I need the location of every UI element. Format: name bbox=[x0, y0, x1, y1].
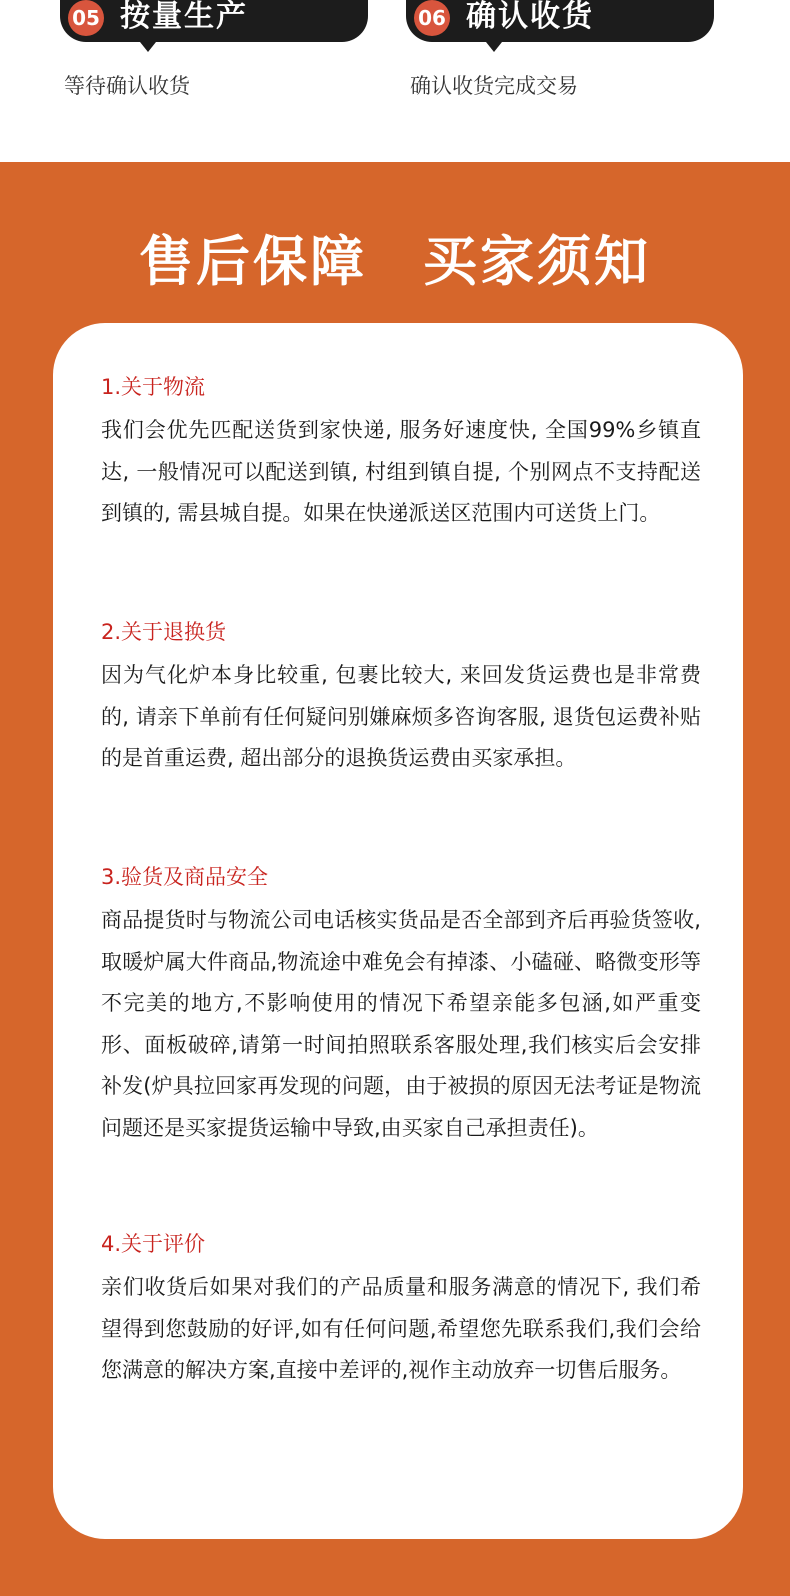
notice-section-reviews bbox=[101, 1230, 701, 1392]
notice-title: 2.关于退换货 bbox=[101, 620, 227, 644]
step-description: 确认收货完成交易 bbox=[410, 74, 578, 98]
notice-body: 因为气化炉本身比较重, 包裹比较大, 来回发货运费也是非常费的, 请亲下单前有任何疑问别嫌麻烦多咨询客服, 退货包运费补贴的是首重运费, 超出部分的退换货运费由买家承担。 bbox=[101, 663, 701, 770]
pointer-arrow-icon bbox=[140, 42, 156, 52]
notice-body: 商品提货时与物流公司电话核实货品是否全部到齐后再验货签收,取暖炉属大件商品,物流途中难免会有掉漆、小磕碰、略微变形等不完美的地方,不影响使用的情况下希望亲能多包涵,如严重变形、面板破碎,请第一时间拍照联系客服处理,我们核实后会安排补发(炉具拉回家再发现的问题，由于被损的原因无法考证是物流问题还是买家提货运输中导致,由买家自己承担责任)。 bbox=[101, 908, 701, 1140]
notice-title: 3.验货及商品安全 bbox=[101, 865, 269, 889]
step-05-badge bbox=[60, 0, 368, 42]
section-heading bbox=[0, 230, 790, 294]
notice-body: 亲们收货后如果对我们的产品质量和服务满意的情况下, 我们希望得到您鼓励的好评,如有任何问题,希望您先联系我们,我们会给您满意的解决方案,直接中差评的,视作主动放弃一切售后服务。 bbox=[101, 1275, 701, 1382]
step-description: 等待确认收货 bbox=[64, 74, 190, 98]
notice-card bbox=[53, 323, 743, 1539]
notice-body: 我们会优先匹配送货到家快递, 服务好速度快, 全国99%乡镇直达, 一般情况可以配送到镇, 村组到镇自提, 个别网点不支持配送到镇的, 需县城自提。如果在快递派送区范围内可送货上门。 bbox=[101, 418, 701, 525]
notice-section-returns bbox=[101, 618, 701, 780]
notice-title: 4.关于评价 bbox=[101, 1232, 206, 1256]
heading-after-sales: 售后保障 bbox=[139, 230, 367, 293]
step-title: 确认收货 bbox=[466, 0, 594, 34]
pointer-arrow-icon bbox=[486, 42, 502, 52]
step-06-badge bbox=[406, 0, 714, 42]
notice-section-inspection bbox=[101, 863, 701, 1149]
heading-buyer-notice: 买家须知 bbox=[423, 230, 651, 293]
notice-title: 1.关于物流 bbox=[101, 375, 206, 399]
step-title: 按量生产 bbox=[120, 0, 248, 34]
step-number: 06 bbox=[414, 0, 450, 36]
notice-section-logistics bbox=[101, 373, 701, 535]
step-number: 05 bbox=[68, 0, 104, 36]
process-steps bbox=[0, 0, 790, 162]
